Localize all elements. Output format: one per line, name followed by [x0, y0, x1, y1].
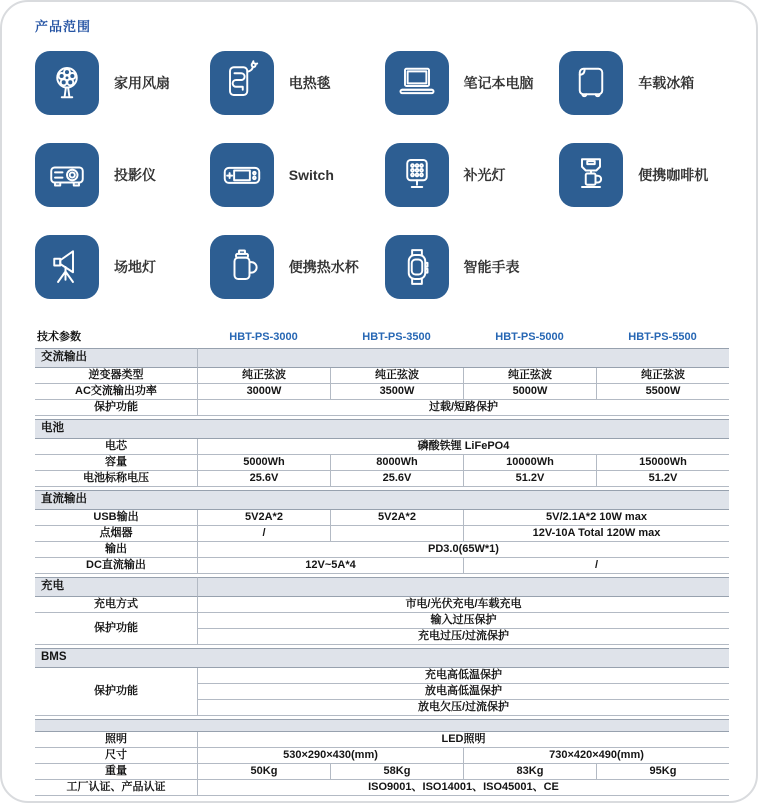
param-label: 保护功能 — [35, 668, 197, 716]
table-row — [35, 384, 729, 400]
param-value: 5V2A*2 — [197, 510, 330, 526]
param-value: 10000Wh — [463, 455, 596, 471]
param-label: 电池标称电压 — [35, 471, 197, 487]
product-item — [35, 51, 204, 115]
param-label: 点烟器 — [35, 526, 197, 542]
table-row — [35, 400, 729, 416]
product-label: 便携咖啡机 — [638, 167, 709, 183]
thermal-cup-icon — [218, 243, 266, 291]
product-icon-tile — [559, 143, 623, 207]
param-label: 重量 — [35, 764, 197, 780]
model-header: HBT-PS-5000 — [495, 330, 564, 343]
section-bar-rest — [197, 348, 729, 368]
model-header: HBT-PS-3500 — [362, 330, 431, 343]
section-label: 交流输出 — [35, 348, 197, 368]
param-value — [330, 526, 463, 542]
product-item — [210, 235, 379, 299]
param-value: 530×290×430(mm) — [197, 748, 463, 764]
param-label: 尺寸 — [35, 748, 197, 764]
section-row — [35, 419, 729, 439]
table-row — [35, 668, 729, 684]
section-row — [35, 719, 729, 732]
param-value: 51.2V — [596, 471, 729, 487]
car-fridge-icon — [567, 59, 615, 107]
param-value: 3500W — [330, 384, 463, 400]
param-value: 12V-10A Total 120W max — [463, 526, 729, 542]
product-item — [210, 51, 379, 115]
game-console-icon — [218, 151, 266, 199]
product-label: 家用风扇 — [114, 75, 170, 91]
product-label: 车载冰箱 — [638, 75, 695, 91]
projector-icon — [43, 151, 91, 199]
product-label: Switch — [288, 167, 334, 183]
param-value: 3000W — [197, 384, 330, 400]
param-value: / — [463, 558, 729, 574]
product-label: 便携热水杯 — [288, 259, 359, 275]
spec-title: 技术参数 — [37, 330, 81, 343]
table-row — [35, 597, 729, 613]
param-value: / — [197, 526, 330, 542]
site-light-icon — [43, 243, 91, 291]
product-label: 场地灯 — [114, 259, 156, 275]
product-label: 补光灯 — [463, 167, 506, 183]
section-label — [35, 719, 729, 732]
param-value: 12V~5A*4 — [197, 558, 463, 574]
param-value: 5000W — [463, 384, 596, 400]
table-row — [35, 732, 729, 748]
param-value: 730×420×490(mm) — [463, 748, 729, 764]
product-label: 电热毯 — [288, 75, 331, 91]
param-value: 25.6V — [330, 471, 463, 487]
section-label: 充电 — [35, 577, 197, 597]
product-icon-tile — [35, 51, 99, 115]
product-icon-tile — [385, 235, 449, 299]
fan-icon — [43, 59, 91, 107]
product-icon-tile — [210, 235, 274, 299]
section-row — [35, 348, 729, 368]
param-value: 磷酸铁锂 LiFePO4 — [197, 439, 729, 455]
model-header: HBT-PS-5500 — [628, 330, 697, 343]
param-value: 51.2V — [463, 471, 596, 487]
param-value: 市电/光伏充电/车载充电 — [197, 597, 729, 613]
product-item — [385, 51, 554, 115]
param-label: 照明 — [35, 732, 197, 748]
product-item — [559, 143, 728, 207]
table-row — [35, 439, 729, 455]
product-item — [35, 235, 204, 299]
products-title: 产品范围 — [35, 19, 92, 34]
section-label: BMS — [35, 648, 729, 668]
param-value: 50Kg — [197, 764, 330, 780]
table-row — [35, 455, 729, 471]
table-row — [35, 368, 729, 384]
param-value: 输入过压保护 — [197, 613, 729, 629]
param-value: 纯正弦波 — [330, 368, 463, 384]
table-row — [35, 780, 729, 796]
param-label: USB输出 — [35, 510, 197, 526]
product-icon-tile — [210, 51, 274, 115]
param-value: 放电高低温保护 — [197, 684, 729, 700]
param-value: 过载/短路保护 — [197, 400, 729, 416]
param-value: ISO9001、ISO14001、ISO45001、CE — [197, 780, 729, 796]
param-value: 15000Wh — [596, 455, 729, 471]
param-value: 83Kg — [463, 764, 596, 780]
spec-table-body — [35, 345, 729, 796]
param-label: 逆变器类型 — [35, 368, 197, 384]
product-icon-tile — [35, 143, 99, 207]
spec-table-section — [35, 329, 728, 796]
products-grid — [35, 51, 728, 299]
param-label: 保护功能 — [35, 613, 197, 645]
param-value: 25.6V — [197, 471, 330, 487]
param-value: 充电高低温保护 — [197, 668, 729, 684]
param-label: 工厂认证、产品认证 — [35, 780, 197, 796]
param-value: 5V2A*2 — [330, 510, 463, 526]
product-icon-tile — [559, 51, 623, 115]
param-value: 95Kg — [596, 764, 729, 780]
laptop-icon — [393, 59, 441, 107]
param-value: 纯正弦波 — [596, 368, 729, 384]
product-item — [559, 51, 728, 115]
param-label: 保护功能 — [35, 400, 197, 416]
product-label: 笔记本电脑 — [463, 75, 534, 91]
product-item — [210, 143, 379, 207]
param-label: AC交流输出功率 — [35, 384, 197, 400]
product-icon-tile — [385, 51, 449, 115]
param-value: 58Kg — [330, 764, 463, 780]
param-value: 5000Wh — [197, 455, 330, 471]
param-value: PD3.0(65W*1) — [197, 542, 729, 558]
param-value: 纯正弦波 — [463, 368, 596, 384]
coffee-machine-icon — [567, 151, 615, 199]
product-item — [35, 143, 204, 207]
product-item — [385, 143, 554, 207]
table-row — [35, 510, 729, 526]
param-value: LED照明 — [197, 732, 729, 748]
section-row — [35, 490, 729, 510]
param-label: 电芯 — [35, 439, 197, 455]
spec-table — [35, 329, 729, 796]
param-value: 5V/2.1A*2 10W max — [463, 510, 729, 526]
param-value: 纯正弦波 — [197, 368, 330, 384]
section-label: 电池 — [35, 419, 729, 439]
table-row — [35, 613, 729, 629]
product-item — [385, 235, 554, 299]
table-row — [35, 471, 729, 487]
product-icon-tile — [210, 143, 274, 207]
table-row — [35, 558, 729, 574]
section-bar-rest — [197, 577, 729, 597]
table-row — [35, 748, 729, 764]
param-value: 5500W — [596, 384, 729, 400]
param-value: 充电过压/过流保护 — [197, 629, 729, 645]
param-label: 容量 — [35, 455, 197, 471]
section-label: 直流输出 — [35, 490, 729, 510]
table-row — [35, 542, 729, 558]
product-icon-tile — [35, 235, 99, 299]
section-row — [35, 577, 729, 597]
table-row — [35, 526, 729, 542]
product-label: 智能手表 — [463, 259, 520, 275]
model-header: HBT-PS-3000 — [229, 330, 298, 343]
param-value: 8000Wh — [330, 455, 463, 471]
param-value: 放电欠压/过流保护 — [197, 700, 729, 716]
param-label: 充电方式 — [35, 597, 197, 613]
smart-watch-icon — [393, 243, 441, 291]
fill-light-icon — [393, 151, 441, 199]
table-row — [35, 764, 729, 780]
product-icon-tile — [385, 143, 449, 207]
product-label: 投影仪 — [114, 167, 156, 183]
section-row — [35, 648, 729, 668]
spec-header-row — [35, 329, 729, 345]
param-label: DC直流输出 — [35, 558, 197, 574]
param-label: 输出 — [35, 542, 197, 558]
electric-blanket-icon — [218, 59, 266, 107]
